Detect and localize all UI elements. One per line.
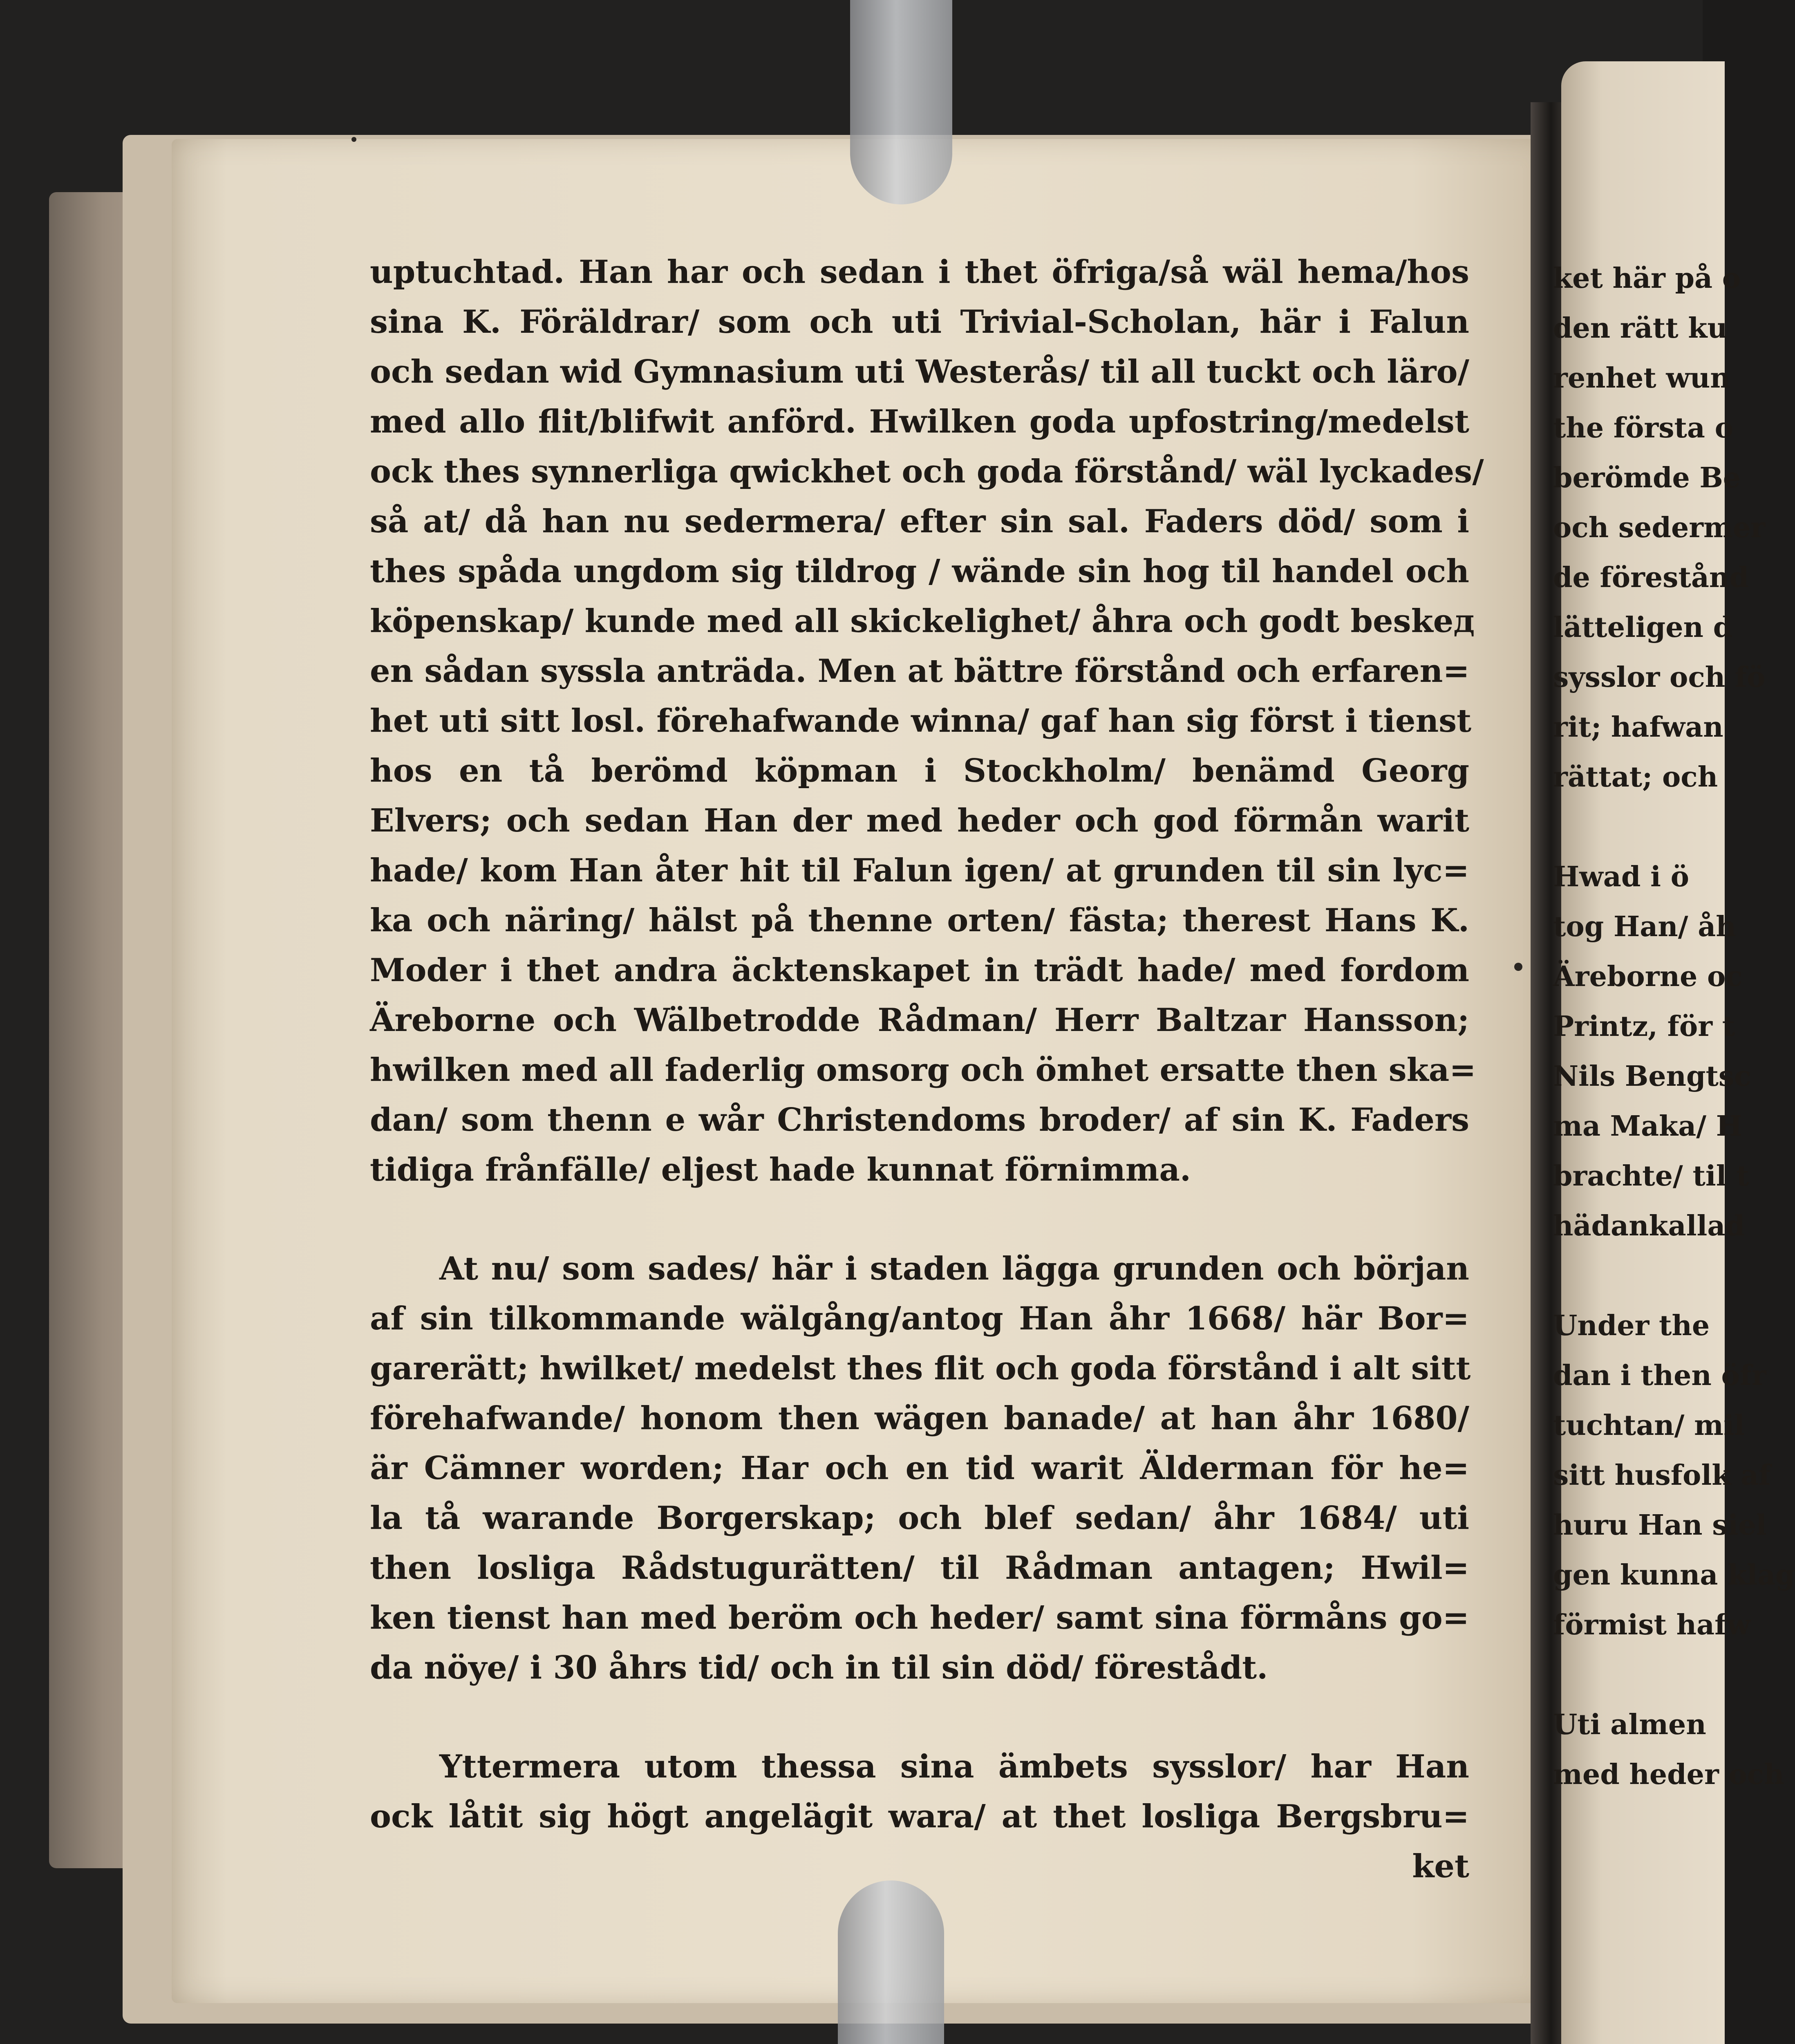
text-line: Äreborne oc [1553, 960, 1743, 993]
text-line: Hwad i ö [1553, 861, 1689, 893]
text-line: brachte/ til t [1553, 1160, 1749, 1192]
text-line: gen kunna klag [1553, 1559, 1795, 1591]
catchword: ket [1412, 1848, 1469, 1885]
text-line: berömde Be [1553, 462, 1741, 494]
text-line: Nils Bengtsc [1553, 1060, 1751, 1093]
text-line: Äreborne och Wälbetrodde Rådman/ Herr Baltzar Hansson; [370, 1002, 1469, 1039]
text-line: rit; hafwan [1553, 711, 1723, 744]
text-line: den rätt ku [1553, 312, 1728, 345]
blank-line [1553, 802, 1703, 852]
bottom-clip [838, 1880, 944, 2044]
ink-speck [351, 137, 356, 142]
text-line: Moder i thet andra äcktenskapet in trädt hade/ med fordom [370, 952, 1469, 989]
text-line: dan/ som thenn e wår Christendoms broder/ af sin K. Faders [370, 1101, 1469, 1139]
text-line: renhet wun [1553, 362, 1730, 394]
ink-speck [1514, 963, 1522, 971]
text-line: sina K. Föräldrar/ som och uti Trivial-Scholan, här i Falun [370, 303, 1469, 341]
text-line: tidiga frånfälle/ eljest hade kunnat förnimma. [370, 1151, 1191, 1188]
text-line: ka och näring/ hälst på thenne orten/ fästa; therest Hans K. [370, 902, 1469, 939]
text-line: af sin tilkommande wälgång/antog Han åhr 1668/ här Bor= [370, 1300, 1469, 1337]
text-line: sitt husfolk af [1553, 1459, 1771, 1492]
text-line: ock låtit sig högt angelägit wara/ at thet losliga Bergsbru= [370, 1798, 1469, 1835]
text-line: At nu/ som sades/ här i staden lägga grunden och början [439, 1250, 1469, 1287]
text-line: är Cämner worden; Har och en tid warit Älderman för he= [370, 1450, 1469, 1487]
text-line: med heder och [1553, 1758, 1784, 1791]
text-line: hade/ kom Han åter hit til Falun igen/ at grunden til sin lyc= [370, 852, 1469, 889]
paragraph-3 [370, 1742, 1469, 1842]
text-line: dan i then öfr [1553, 1359, 1766, 1392]
text-line: garerätt; hwilket/ medelst thes flit och goda förstånd i alt sitt [370, 1350, 1471, 1387]
text-line: och sedermer [1553, 511, 1766, 544]
text-line: Elvers; och sedan Han der med heder och god förmån warit [370, 802, 1469, 839]
paragraph-2 [370, 1244, 1469, 1693]
text-line: thes spåda ungdom sig tildrog / wände sin hog til handel och [370, 553, 1469, 590]
text-line: hädankallad [1553, 1210, 1745, 1242]
text-line: ma Maka/ H [1553, 1110, 1742, 1143]
top-clip [850, 0, 952, 204]
text-line: the första o [1553, 412, 1734, 444]
text-line: tuchtan/ mil [1553, 1409, 1745, 1442]
text-line: tog Han/ åh [1553, 910, 1736, 943]
text-line: Printz, för t [1553, 1010, 1735, 1043]
text-line: lätteligen d [1553, 611, 1733, 644]
text-line: hwilken med all faderlig omsorg och ömhet ersatte then ska= [370, 1051, 1476, 1089]
text-line: köpenskap/ kunde med all skickelighet/ åhra och godt beskeд [370, 603, 1475, 640]
paragraph-1 [370, 247, 1484, 1195]
text-line: ock thes synnerliga qwickhet och goda förstånd/ wäl lyckades/ [370, 453, 1484, 490]
text-line: de förestånd [1553, 561, 1749, 594]
text-line: uptuchtad. Han har och sedan i thet öfriga/så wäl hema/hos [370, 253, 1469, 291]
text-line: Uti almen [1553, 1708, 1706, 1741]
text-line: ket här på o [1553, 262, 1741, 295]
text-line: Under the [1553, 1309, 1710, 1342]
text-line: och sedan wid Gymnasium uti Westerås/ til all tuckt och läro/ [370, 353, 1469, 390]
text-line: förehafwande/ honom then wägen banade/ at han åhr 1680/ [370, 1400, 1469, 1437]
text-line: la tå warande Borgerskap; och blef sedan/ åhr 1684/ uti [370, 1499, 1469, 1537]
blank-line [1553, 1251, 1703, 1301]
text-line: Yttermera utom thessa sina ämbets sysslor/ har Han [439, 1748, 1469, 1785]
text-line: sysslor och fö [1553, 661, 1766, 694]
text-line: förmist hafw [1553, 1609, 1750, 1641]
left-page-text [370, 247, 1484, 1892]
text-line: med allo flit/blifwit anförd. Hwilken goda upfostring/medelst [370, 403, 1469, 440]
text-line: da nöye/ i 30 åhrs tid/ och in til sin död/ förestådt. [370, 1649, 1268, 1686]
blank-line [1553, 1650, 1703, 1700]
right-page-text [1553, 253, 1795, 1800]
text-line: huru Han siel [1553, 1509, 1767, 1542]
text-line: then losliga Rådstugurätten/ til Rådman antagen; Hwil= [370, 1549, 1469, 1587]
text-line: ken tienst han med beröm och heder/ samt sina förmåns go= [370, 1599, 1469, 1636]
text-line: en sådan syssla anträda. Men at bättre förstånd och erfaren= [370, 652, 1470, 690]
text-line: så at/ då han nu sedermera/ efter sin sal. Faders död/ som i [370, 503, 1469, 540]
text-line: hos en tå berömd köpman i Stockholm/ benämd Georg [370, 752, 1469, 789]
text-line: het uti sitt losl. förehafwande winna/ gaf han sig först i tienst [370, 702, 1472, 740]
text-line: rättat; och [1553, 761, 1718, 793]
